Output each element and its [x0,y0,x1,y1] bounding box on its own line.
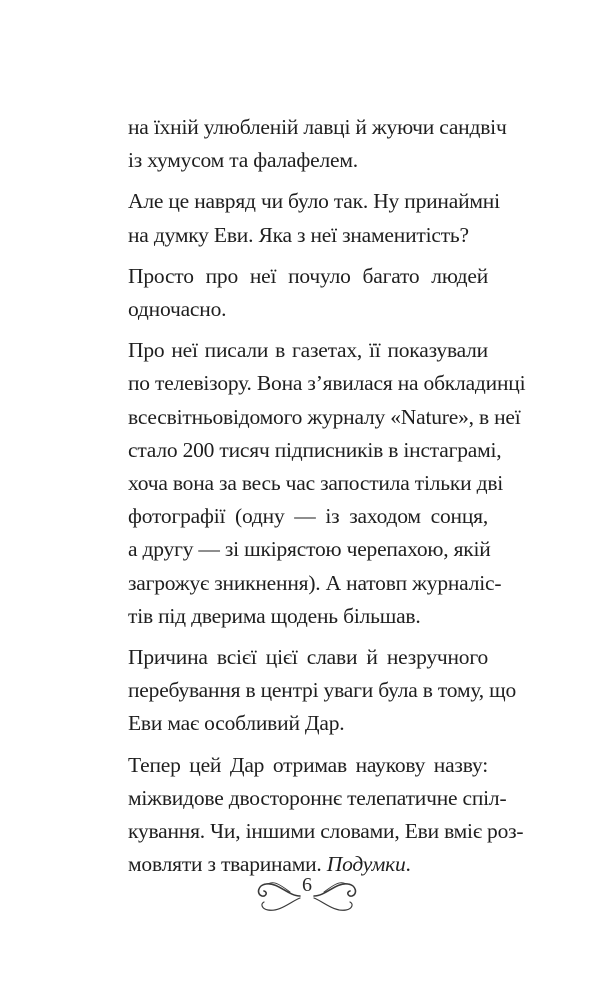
paragraph [128,334,526,633]
paragraph [128,111,507,177]
paragraph [128,749,524,882]
body-text [128,111,526,889]
text-line: Тепер цей Дар отримав наукову назву: [128,752,488,777]
text-line: тів під дверима щодень більшав. [128,603,421,628]
text-line: одночасно. [128,297,227,322]
italic-word: Подумки [326,852,406,877]
paragraph [128,641,517,741]
text-line: Причина всієї цієї слави й незручного [128,645,488,670]
text-line: Про неї писали в газетах, її показували [128,338,488,363]
sentence-end: . [405,852,411,877]
text-line: із хумусом та фалафелем. [128,148,358,173]
text-line: всесвітньовідомого журналу «Nature», в неї [128,404,521,429]
text-line: фотографії (одну — із заходом сонця, [128,504,488,529]
paragraph [128,260,488,326]
text-line: Еви має особливий Дар. [128,711,345,736]
text-line: Але це навряд чи було так. Ну принаймні [128,189,500,214]
text-line: загрожує зникнення). А натовп журналіс- [128,570,502,595]
page-number: 6 [302,874,312,896]
text-line: а другу — зі шкірястою черепахою, якій [128,537,491,562]
text-line: кування. Чи, іншими словами, Еви вміє роз- [128,819,524,844]
paragraph [128,185,500,251]
text-line: стало 200 тисяч підписників в інстаграмі, [128,437,502,462]
text-line: по телевізору. Вона з’явилася на обкладинці [128,371,526,396]
text-line: перебування в центрі уваги була в тому, що [128,678,517,703]
text-line: мовляти з тваринами. Подумки. [128,852,411,877]
text-line: Просто про неї почуло багато людей [128,263,488,288]
text-line: міжвидове двостороннє телепатичне спіл- [128,785,507,810]
text-line: на їхній улюбленій лавці й жуючи сандвіч [128,115,507,139]
page-footer [0,872,614,922]
text-line: хоча вона за весь час запостила тільки дві [128,471,504,496]
text-line: на думку Еви. Яка з неї знаменитість? [128,222,469,247]
